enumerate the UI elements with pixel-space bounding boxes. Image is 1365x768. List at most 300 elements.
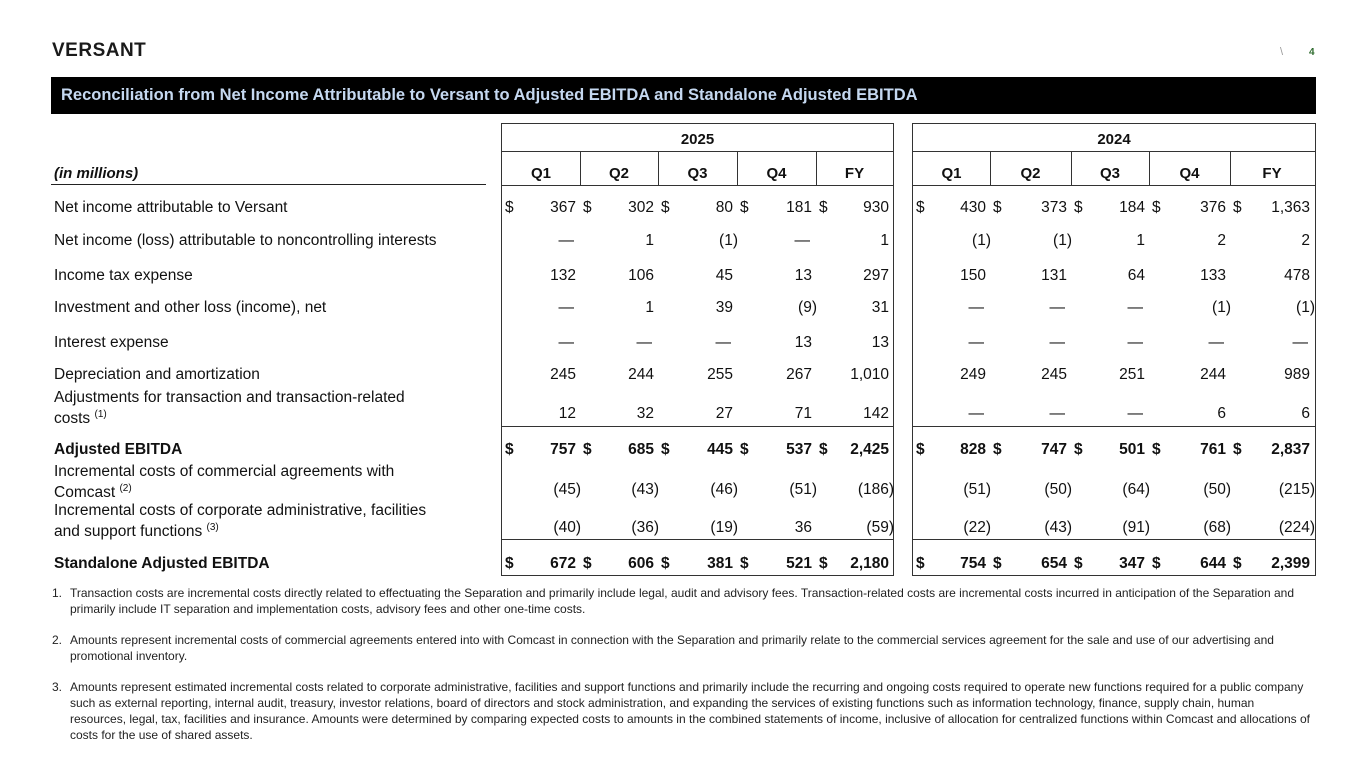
cell-value: 373 xyxy=(1041,199,1067,216)
currency-symbol: $ xyxy=(1074,555,1083,572)
cell-value: 255 xyxy=(707,366,733,383)
table-cell xyxy=(661,267,733,285)
column-header-2025-fy: FY xyxy=(844,165,865,182)
table-cell xyxy=(993,441,1067,459)
subtotal-divider-2024 xyxy=(912,426,1316,427)
currency-symbol: $ xyxy=(661,441,670,458)
cell-value: 989 xyxy=(1284,366,1310,383)
cell-value: 501 xyxy=(1119,441,1145,458)
row-label: Interest expense xyxy=(54,334,169,351)
table-cell xyxy=(993,267,1067,285)
table-cell xyxy=(505,481,581,499)
table-cell xyxy=(1152,199,1226,217)
currency-symbol: $ xyxy=(819,441,828,458)
cell-value: (22) xyxy=(963,519,991,536)
table-cell xyxy=(1074,366,1145,384)
table-cell xyxy=(916,267,986,285)
table-cell xyxy=(819,481,894,499)
cell-value: 13 xyxy=(871,334,889,351)
table-cell xyxy=(661,405,733,423)
table-cell xyxy=(1233,299,1315,317)
cell-value: 1 xyxy=(1136,232,1145,249)
table-cell xyxy=(1074,555,1145,573)
cell-value: — xyxy=(715,334,731,351)
table-cell xyxy=(661,334,733,352)
cell-value: 249 xyxy=(960,366,986,383)
year-label-2024: 2024 xyxy=(1097,131,1131,148)
table-cell xyxy=(583,299,654,317)
cell-value: 267 xyxy=(786,366,812,383)
cell-value: 685 xyxy=(628,441,654,458)
table-cell xyxy=(1233,519,1315,537)
cell-value: 181 xyxy=(786,199,812,216)
currency-symbol: $ xyxy=(583,199,592,216)
table-cell xyxy=(1152,555,1226,573)
table-cell xyxy=(1152,519,1231,537)
cell-value: (36) xyxy=(631,519,659,536)
cell-value: (186) xyxy=(857,481,894,498)
cell-value: — xyxy=(558,334,574,351)
table-cell xyxy=(583,405,654,423)
currency-symbol: $ xyxy=(1074,199,1083,216)
table-cell xyxy=(1074,334,1145,352)
footnote-1 xyxy=(52,585,1312,617)
table-cell xyxy=(1074,299,1145,317)
table-cell xyxy=(819,519,894,537)
column-header-2024-q2: Q2 xyxy=(1020,165,1041,182)
cell-value: 347 xyxy=(1119,555,1145,572)
cell-value: 381 xyxy=(707,555,733,572)
cell-value: — xyxy=(968,334,984,351)
currency-symbol: $ xyxy=(916,199,925,216)
cell-value: (40) xyxy=(553,519,581,536)
table-cell xyxy=(1152,299,1231,317)
total-divider-2025 xyxy=(501,539,894,540)
currency-symbol: $ xyxy=(1074,441,1083,458)
footnote-ref: (1) xyxy=(94,409,107,420)
footnote-2 xyxy=(52,632,1312,664)
cell-value: (51) xyxy=(789,481,817,498)
cell-value: 376 xyxy=(1200,199,1226,216)
table-cell xyxy=(505,334,576,352)
row-label-line xyxy=(54,480,484,501)
table-cell xyxy=(819,441,889,459)
table-cell xyxy=(819,267,889,285)
table-cell xyxy=(916,199,986,217)
title-bar xyxy=(51,77,1316,114)
cell-value: 32 xyxy=(636,405,654,422)
footnote-text: Transaction costs are incremental costs directly related to effectuating the Separation and primarily include legal, audit and advisory fees. Transaction-related costs are incremental costs incurred in anticipation of the Separation and primarily include IT separation and implementation costs, advisory fees and other one-time costs. xyxy=(70,586,1294,616)
table-cell xyxy=(661,366,733,384)
table-cell xyxy=(993,555,1067,573)
cell-value: (9) xyxy=(798,299,817,316)
table-cell xyxy=(583,334,654,352)
table-cell xyxy=(993,519,1072,537)
cell-value: (43) xyxy=(631,481,659,498)
cell-value: — xyxy=(968,405,984,422)
table-cell xyxy=(740,441,812,459)
table-cell xyxy=(1152,481,1231,499)
cell-value: (59) xyxy=(866,519,894,536)
cell-value: 13 xyxy=(794,267,812,284)
table-cell xyxy=(1233,199,1310,217)
cell-value: (51) xyxy=(963,481,991,498)
cell-value: 1,363 xyxy=(1271,199,1310,216)
currency-symbol: $ xyxy=(740,199,749,216)
cell-value: (91) xyxy=(1122,519,1150,536)
cell-value: 6 xyxy=(1301,405,1310,422)
cell-value: — xyxy=(1049,405,1065,422)
cell-value: 245 xyxy=(550,366,576,383)
table-cell xyxy=(916,481,991,499)
table-cell xyxy=(993,481,1072,499)
column-header-2025-q1: Q1 xyxy=(530,165,551,182)
table-cell xyxy=(1233,481,1315,499)
cell-value: (50) xyxy=(1203,481,1231,498)
table-cell xyxy=(661,519,738,537)
table-cell xyxy=(740,199,812,217)
cell-value: 302 xyxy=(628,199,654,216)
currency-symbol: $ xyxy=(916,555,925,572)
currency-symbol: $ xyxy=(505,555,514,572)
table-cell xyxy=(1152,441,1226,459)
table-cell xyxy=(505,519,581,537)
row-label xyxy=(54,502,484,540)
cell-value: 478 xyxy=(1284,267,1310,284)
cell-value: 367 xyxy=(550,199,576,216)
table-cell xyxy=(1152,334,1226,352)
cell-value: 430 xyxy=(960,199,986,216)
column-header-2024-q4: Q4 xyxy=(1179,165,1200,182)
table-cell xyxy=(819,405,889,423)
cell-value: 150 xyxy=(960,267,986,284)
table-cell xyxy=(1233,232,1310,250)
cell-value: 537 xyxy=(786,441,812,458)
total-divider-2024 xyxy=(912,539,1316,540)
table-cell xyxy=(993,232,1072,250)
table-cell xyxy=(661,441,733,459)
cell-value: — xyxy=(1049,334,1065,351)
table-cell xyxy=(1233,441,1310,459)
cell-value: — xyxy=(794,232,810,249)
table-cell xyxy=(740,555,812,573)
table-cell xyxy=(740,299,817,317)
cell-value: — xyxy=(1049,299,1065,316)
column-header-2025-q4: Q4 xyxy=(766,165,787,182)
cell-value: 445 xyxy=(707,441,733,458)
currency-symbol: $ xyxy=(1152,555,1161,572)
row-label-line: Adjustments for transaction and transaction-related xyxy=(54,389,405,406)
cell-value: 244 xyxy=(1200,366,1226,383)
cell-value: 747 xyxy=(1041,441,1067,458)
currency-symbol: $ xyxy=(1233,441,1242,458)
versant-logo: VERSANT xyxy=(52,40,147,61)
cell-value: (1) xyxy=(1212,299,1231,316)
row-label: Adjusted EBITDA xyxy=(54,441,183,458)
column-header-2025-q3: Q3 xyxy=(687,165,708,182)
footnote-text: Amounts represent incremental costs of commercial agreements entered into with Comcast in connection with the Separation and primarily relate to the commercial services agreement for the sale and use of our advertising and promotional inventory. xyxy=(70,633,1274,663)
cell-value: 828 xyxy=(960,441,986,458)
cell-value: 13 xyxy=(794,334,812,351)
table-cell xyxy=(740,232,812,250)
currency-symbol: $ xyxy=(740,555,749,572)
table-cell xyxy=(1233,405,1310,423)
table-cell xyxy=(583,481,659,499)
currency-symbol: $ xyxy=(1233,555,1242,572)
currency-symbol: $ xyxy=(819,199,828,216)
cell-value: 606 xyxy=(628,555,654,572)
currency-symbol: $ xyxy=(661,555,670,572)
table-cell xyxy=(583,441,654,459)
currency-symbol: $ xyxy=(993,555,1002,572)
row-label: Net income attributable to Versant xyxy=(54,199,288,216)
table-cell xyxy=(661,299,733,317)
cell-value: 2 xyxy=(1217,232,1226,249)
cell-value: 1 xyxy=(645,232,654,249)
units-label: (in millions) xyxy=(54,165,139,182)
cell-value: 131 xyxy=(1041,267,1067,284)
table-cell xyxy=(993,366,1067,384)
footnotes xyxy=(52,585,1312,758)
table-cell xyxy=(740,519,812,537)
table-cell xyxy=(819,199,889,217)
cell-value: — xyxy=(1127,299,1143,316)
table-cell xyxy=(916,366,986,384)
table-cell xyxy=(819,366,889,384)
currency-symbol: $ xyxy=(740,441,749,458)
table-cell xyxy=(505,555,576,573)
cell-value: 244 xyxy=(628,366,654,383)
cell-value: 2,399 xyxy=(1271,555,1310,572)
cell-value: 757 xyxy=(550,441,576,458)
table-cell xyxy=(993,334,1067,352)
cell-value: 6 xyxy=(1217,405,1226,422)
table-cell xyxy=(1152,232,1226,250)
footnote-text: Amounts represent estimated incremental costs related to corporate administrative, facilities and support functions and primarily include the recurring and ongoing costs required to operate new functions required for a public company such as external reporting, internal audit, treasury, investor relations, board of directors and stock administration, and expanding the services of existing functions such as information technology, finance, supply chain, human resources, legal, tax, facilities and insurance. Amounts were determined by comparing expected costs to amounts in the combined statements of income, inclusive of allocation for centralized functions within Comcast and allocations of costs for the use of shared assets. xyxy=(70,680,1310,742)
table-cell xyxy=(1074,405,1145,423)
currency-symbol: $ xyxy=(583,555,592,572)
row-label xyxy=(54,389,484,427)
cell-value: — xyxy=(558,232,574,249)
cell-value: 2,837 xyxy=(1271,441,1310,458)
table-cell xyxy=(505,366,576,384)
cell-value: 142 xyxy=(863,405,889,422)
cell-value: (224) xyxy=(1278,519,1315,536)
header-divider-2025 xyxy=(501,185,894,186)
cell-value: 251 xyxy=(1119,366,1145,383)
table-cell xyxy=(661,232,738,250)
table-cell xyxy=(916,232,991,250)
currency-symbol: $ xyxy=(1233,199,1242,216)
row-label: Depreciation and amortization xyxy=(54,366,260,383)
table-cell xyxy=(1152,405,1226,423)
year-divider-2024 xyxy=(912,151,1316,152)
cell-value: — xyxy=(1292,334,1308,351)
cell-value: 12 xyxy=(558,405,576,422)
currency-symbol: $ xyxy=(661,199,670,216)
table-cell xyxy=(583,267,654,285)
table-cell xyxy=(819,334,889,352)
header-divider-2024 xyxy=(912,185,1316,186)
row-label: Standalone Adjusted EBITDA xyxy=(54,555,270,572)
footnote-ref: (3) xyxy=(206,522,219,533)
table-cell xyxy=(583,199,654,217)
year-divider-2025 xyxy=(501,151,894,152)
page-title: Reconciliation from Net Income Attributable to Versant to Adjusted EBITDA and Standalone Adjusted EBITDA xyxy=(61,86,918,104)
table-cell xyxy=(1074,481,1150,499)
table-cell xyxy=(916,519,991,537)
currency-symbol: $ xyxy=(993,199,1002,216)
currency-symbol: $ xyxy=(1152,441,1161,458)
table-cell xyxy=(1233,267,1310,285)
row-label-line xyxy=(54,519,484,540)
table-cell xyxy=(740,405,812,423)
row-label-text: costs xyxy=(54,410,91,427)
cell-value: 184 xyxy=(1119,199,1145,216)
cell-value: — xyxy=(636,334,652,351)
cell-value: 2 xyxy=(1301,232,1310,249)
cell-value: 2,180 xyxy=(850,555,889,572)
footnote-number: 3. xyxy=(52,680,63,694)
table-cell xyxy=(661,199,733,217)
table-cell xyxy=(1152,267,1226,285)
table-cell xyxy=(916,441,986,459)
row-label: Income tax expense xyxy=(54,267,193,284)
cell-value: 1,010 xyxy=(850,366,889,383)
cell-value: 761 xyxy=(1200,441,1226,458)
cell-value: 930 xyxy=(863,199,889,216)
cell-value: 245 xyxy=(1041,366,1067,383)
table-cell xyxy=(916,334,986,352)
table-cell xyxy=(740,334,812,352)
currency-symbol: $ xyxy=(583,441,592,458)
cell-value: 754 xyxy=(960,555,986,572)
cell-value: (1) xyxy=(1296,299,1315,316)
cell-value: 297 xyxy=(863,267,889,284)
currency-symbol: $ xyxy=(505,199,514,216)
row-label-line: Incremental costs of commercial agreements with xyxy=(54,463,395,480)
row-label-line xyxy=(54,406,484,427)
column-header-2024-q1: Q1 xyxy=(941,165,962,182)
table-cell xyxy=(916,555,986,573)
table-cell xyxy=(819,555,889,573)
cell-value: (1) xyxy=(972,232,991,249)
subtotal-divider-2025 xyxy=(501,426,894,427)
cell-value: (68) xyxy=(1203,519,1231,536)
table-cell xyxy=(819,299,889,317)
cell-value: 644 xyxy=(1200,555,1226,572)
table-cell xyxy=(661,555,733,573)
currency-symbol: $ xyxy=(1152,199,1161,216)
table-cell xyxy=(1074,441,1145,459)
year-label-2025: 2025 xyxy=(680,131,715,148)
cell-value: 132 xyxy=(550,267,576,284)
footnote-3 xyxy=(52,679,1312,743)
table-cell xyxy=(740,267,812,285)
column-header-2024-fy: FY xyxy=(1262,165,1282,182)
table-cell xyxy=(505,232,576,250)
units-underline xyxy=(51,184,486,185)
cell-value: 106 xyxy=(628,267,654,284)
table-cell xyxy=(993,299,1067,317)
row-label-text: Comcast xyxy=(54,484,116,501)
cell-value: 2,425 xyxy=(850,441,889,458)
cell-value: 1 xyxy=(880,232,889,249)
cell-value: 36 xyxy=(794,519,812,536)
table-cell xyxy=(1233,555,1310,573)
cell-value: (64) xyxy=(1122,481,1150,498)
table-cell xyxy=(583,555,654,573)
cell-value: 71 xyxy=(794,405,812,422)
cell-value: (19) xyxy=(710,519,738,536)
cell-value: (1) xyxy=(719,232,738,249)
table-cell xyxy=(1074,199,1145,217)
table-cell xyxy=(583,366,654,384)
table-cell xyxy=(1074,232,1145,250)
table-cell xyxy=(583,232,654,250)
table-cell xyxy=(1233,366,1310,384)
currency-symbol: $ xyxy=(819,555,828,572)
cell-value: 133 xyxy=(1200,267,1226,284)
cell-value: 654 xyxy=(1041,555,1067,572)
table-cell xyxy=(1074,267,1145,285)
cell-value: (43) xyxy=(1044,519,1072,536)
footnote-ref: (2) xyxy=(119,483,132,494)
cell-value: — xyxy=(558,299,574,316)
table-cell xyxy=(993,199,1067,217)
cell-value: (45) xyxy=(553,481,581,498)
cell-value: 27 xyxy=(715,405,733,422)
column-header-2024-q3: Q3 xyxy=(1099,165,1120,182)
cell-value: (46) xyxy=(710,481,738,498)
table-cell xyxy=(740,481,817,499)
footnote-number: 1. xyxy=(52,586,63,600)
table-cell xyxy=(505,199,576,217)
table-cell xyxy=(1152,366,1226,384)
cell-value: 672 xyxy=(550,555,576,572)
cell-value: (1) xyxy=(1053,232,1072,249)
column-header-2025-q2: Q2 xyxy=(608,165,629,182)
row-label-line: Incremental costs of corporate administrative, facilities xyxy=(54,502,427,519)
cell-value: 31 xyxy=(871,299,889,316)
table-cell xyxy=(1074,519,1150,537)
table-cell xyxy=(505,441,576,459)
currency-symbol: $ xyxy=(916,441,925,458)
cell-value: — xyxy=(1208,334,1224,351)
currency-symbol: $ xyxy=(993,441,1002,458)
cell-value: 521 xyxy=(786,555,812,572)
page-separator: \ xyxy=(1280,46,1284,58)
currency-symbol: $ xyxy=(505,441,514,458)
table-cell xyxy=(819,232,889,250)
cell-value: 64 xyxy=(1127,267,1145,284)
cell-value: 45 xyxy=(715,267,733,284)
row-label: Investment and other loss (income), net xyxy=(54,299,327,316)
cell-value: — xyxy=(1127,334,1143,351)
cell-value: (50) xyxy=(1044,481,1072,498)
footnote-number: 2. xyxy=(52,633,63,647)
row-label xyxy=(54,463,484,501)
table-cell xyxy=(740,366,812,384)
table-cell xyxy=(1233,334,1310,352)
row-label-text: and support functions xyxy=(54,523,203,540)
table-cell xyxy=(993,405,1067,423)
cell-value: — xyxy=(1127,405,1143,422)
cell-value: 39 xyxy=(715,299,733,316)
table-cell xyxy=(916,299,986,317)
table-cell xyxy=(505,299,576,317)
table-cell xyxy=(505,267,576,285)
